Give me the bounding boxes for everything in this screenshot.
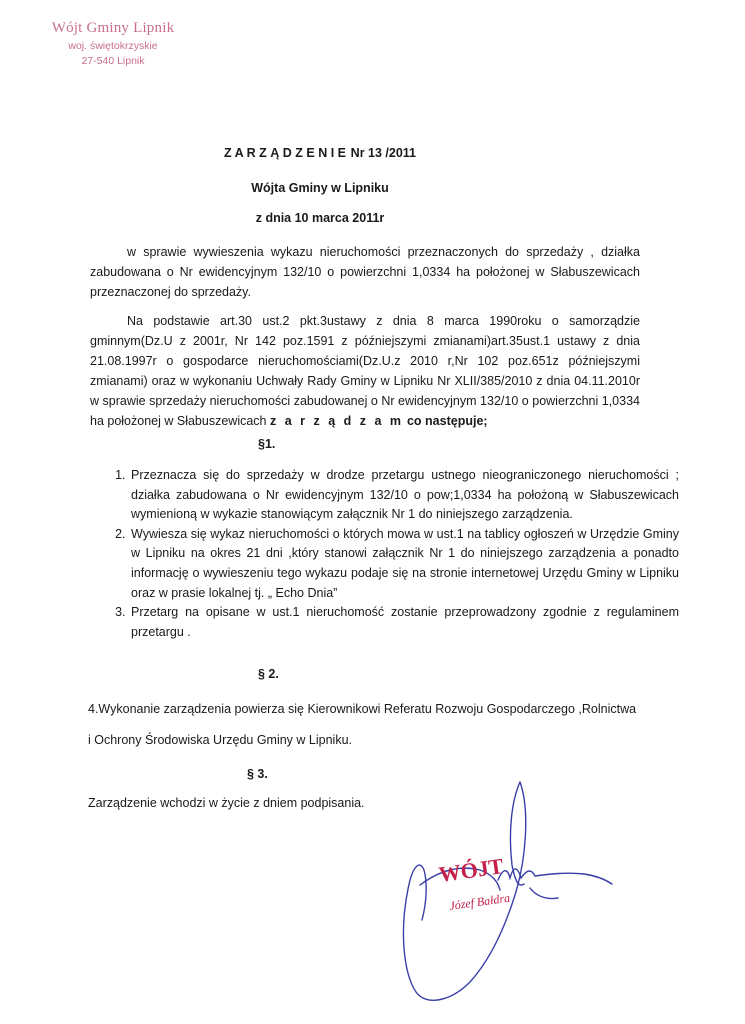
section-3-line: Zarządzenie wchodzi w życie z dniem podpisania. <box>88 796 365 810</box>
title-lead: Z A R Z Ą D Z E N I E <box>223 146 346 160</box>
svg-text:WÓJT: WÓJT <box>437 853 505 887</box>
section-1-list <box>90 466 679 642</box>
stamp-region: woj. świętokrzyskie <box>68 40 158 52</box>
stamp-address: 27-540 Lipnik <box>81 55 145 67</box>
title-number: Nr 13 /2011 <box>350 146 417 160</box>
decision-keyword: z a r z ą d z a m <box>269 414 404 428</box>
office-stamp <box>38 20 188 67</box>
official-stamp-mark <box>437 853 511 913</box>
section-3-heading: § 3. <box>247 767 268 781</box>
document-date: z dnia 10 marca 2011r <box>255 211 385 225</box>
list-item: 2. Wywiesza się wykaz nieruchomości o których mowa w ust.1 na tablicy ogłoszeń w Urzędzie Gminy w Lipniku na okres 21 dni ,który stanowi załącznik Nr 1 do niniejszego zarządzenia a ponadto informację o wywieszeniu tego wykazu podaje się na stronie internetowej Urzędu Gminy w Lipniku oraz w prasie lokalnej tj. „ Echo Dnia” <box>129 525 679 603</box>
document-title <box>0 146 640 160</box>
stamp-office-name: Wójt Gminy Lipnik <box>51 20 175 36</box>
section-1-heading: §1. <box>258 437 276 451</box>
subject-paragraph: w sprawie wywieszenia wykazu nieruchomości przeznaczonych do sprzedaży , działka zabudowana o Nr ewidencyjnym 132/10 o powierzchni 1,0334 ha położonej w Słabuszewicach przeznaczonej do sprzedaży. <box>90 245 640 299</box>
legal-basis-text: Na podstawie art.30 ust.2 pkt.3ustawy z dnia 8 marca 1990roku o samorządzie gminnym(Dz.U z 2001r, Nr 142 poz.1591 z późniejszymi zmianami)art.35ust.1 ustawy z dnia 21.08.1997r o gospodarce nieruchomościami(Dz.U.z 2010 r,Nr 102 poz.651z późniejszymi zmianami) oraz w wykonaniu Uchwały Rady Gminy w Lipniku Nr XLII/385/2010 z dnia 04.11.2010r w sprawie sprzedaży nieruchomości zabudowanej o Nr ewidencyjnym 132/10 o powierzchni 1,0334 ha położonej w Słabuszewicach <box>90 314 640 428</box>
decision-tail: co następuje; <box>406 414 488 428</box>
section-2-line-1: 4.Wykonanie zarządzenia powierza się Kierownikowi Referatu Rozwoju Gospodarczego ,Rolnictwa <box>88 702 637 716</box>
list-item: 1. Przeznacza się do sprzedaży w drodze przetargu ustnego nieograniczonego nieruchomości ; działka zabudowana o Nr ewidencyjnym 132/10 o pow;1,0334 ha położoną w Słabuszewicach wymienioną w wykazie stanowiącym załącznik Nr 1 do niniejszego zarządzenia. <box>129 466 679 525</box>
section-2-line-2: i Ochrony Środowiska Urzędu Gminy w Lipniku. <box>88 733 352 747</box>
section-2-heading: § 2. <box>258 667 279 681</box>
signature-with-stamp <box>380 770 620 1010</box>
svg-text:Józef Bałdra: Józef Bałdra <box>448 890 511 913</box>
legal-basis-paragraph <box>90 311 640 431</box>
document-subtitle: Wójta Gminy w Lipniku <box>251 181 389 195</box>
list-item: 3. Przetarg na opisane w ust.1 nieruchomość zostanie przeprowadzony zgodnie z regulaminem przetargu . <box>129 603 679 642</box>
